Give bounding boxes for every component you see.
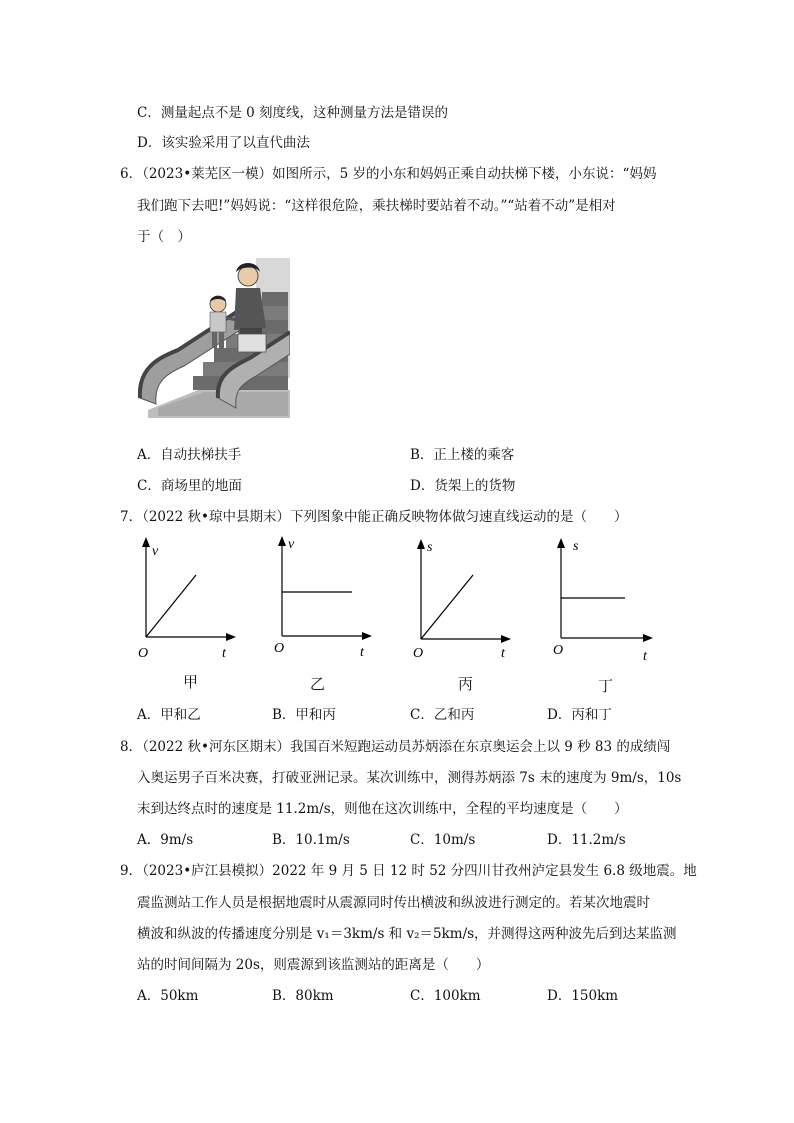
graph-yi-ylabel: v xyxy=(288,537,295,552)
q9-stem-line2: 震监测站工作人员是根据地震时从震源同时传出横波和纵波进行测定的。若某次地震时 xyxy=(137,895,650,911)
graph-ding-x-arrow xyxy=(643,634,653,642)
graph-bing xyxy=(405,535,515,665)
q9-stem-line3: 横波和纵波的传播速度分别是 v₁＝3km/s 和 v₂＝5km/s，并测得这两种波先后到达某监测 xyxy=(137,926,677,942)
graph-jia-line xyxy=(146,575,196,637)
graph-ding-y-arrow xyxy=(557,538,565,548)
q7-stem-line1: 7．（2022 秋•琼中县期末）下列图象中能正确反映物体做匀速直线运动的是（ ） xyxy=(120,509,628,525)
q8-stem-line2: 入奥运男子百米决赛，打破亚洲记录。某次训练中，测得苏炳添 7s 末的速度为 9m/s，10s xyxy=(137,770,682,786)
graph-bing-xlabel: t xyxy=(501,646,505,661)
q8-option-d: D．11.2m/s xyxy=(547,832,626,848)
q9-option-c: C．100km xyxy=(410,988,481,1004)
q8-option-a: A．9m/s xyxy=(137,832,194,848)
graph-bing-y-arrow xyxy=(417,539,425,549)
q9-option-a: A．50km xyxy=(137,988,199,1004)
q6-stem-line3: 于（ ） xyxy=(137,229,191,245)
graph-bing-caption: 丙 xyxy=(458,675,474,693)
graph-bing-origin: O xyxy=(413,646,424,661)
graph-jia-caption: 甲 xyxy=(183,673,199,691)
graph-ding-xlabel: t xyxy=(643,649,647,664)
q6-stem-line1: 6．（2023•莱芜区一模）如图所示，5 岁的小东和妈妈正乘自动扶梯下楼，小东说：“妈妈 xyxy=(120,166,657,182)
q5-option-d: D．该实验采用了以直代曲法 xyxy=(137,135,310,151)
graph-yi-origin: O xyxy=(274,641,285,656)
q9-option-d: D．150km xyxy=(547,988,619,1004)
graph-ding xyxy=(545,530,660,665)
graph-ding-caption: 丁 xyxy=(598,677,614,695)
q7-option-d: D．丙和丁 xyxy=(547,707,612,723)
graph-jia-origin: O xyxy=(138,646,149,661)
graph-bing-line xyxy=(421,575,473,639)
q5-option-c: C．测量起点不是 0 刻度线，这种测量方法是错误的 xyxy=(137,105,449,121)
q9-option-b: B．80km xyxy=(272,988,334,1004)
graph-ding-ylabel: s xyxy=(573,539,579,554)
graph-bing-x-arrow xyxy=(501,635,511,643)
q6-option-b: B．正上楼的乘客 xyxy=(410,447,515,463)
q8-stem-line3: 末到达终点时的速度是 11.2m/s，则他在这次训练中，全程的平均速度是（ ） xyxy=(137,801,628,817)
graph-yi xyxy=(266,530,376,660)
q7-option-b: B．甲和丙 xyxy=(272,707,336,723)
escalator-illustration xyxy=(138,258,290,418)
graph-jia xyxy=(130,535,240,665)
q9-stem-line4: 站的时间间隔为 20s，则震源到该监测站的距离是（ ） xyxy=(137,957,490,973)
graph-jia-ylabel: v xyxy=(152,544,159,559)
graph-jia-y-arrow xyxy=(142,537,150,547)
graph-jia-x-arrow xyxy=(226,633,236,641)
graph-yi-x-arrow xyxy=(362,632,372,640)
q6-option-c: C．商场里的地面 xyxy=(137,478,242,494)
q7-option-c: C．乙和丙 xyxy=(410,707,475,723)
q8-option-b: B．10.1m/s xyxy=(272,832,350,848)
q8-stem-line1: 8．（2022 秋•河东区期末）我国百米短跑运动员苏炳添在东京奥运会上以 9 秒 83 的成绩闯 xyxy=(120,739,671,755)
q7-option-a: A．甲和乙 xyxy=(137,707,201,723)
graph-yi-xlabel: t xyxy=(360,645,364,660)
graph-yi-caption: 乙 xyxy=(310,675,326,693)
graph-bing-ylabel: s xyxy=(427,540,433,555)
graph-ding-origin: O xyxy=(553,643,564,658)
q8-option-c: C．10m/s xyxy=(410,832,476,848)
q6-option-a: A．自动扶梯扶手 xyxy=(137,447,242,463)
q9-stem-line1: 9．（2023•庐江县模拟）2022 年 9 月 5 日 12 时 52 分四川甘孜州泸定县发生 6.8 级地震。地 xyxy=(120,863,697,879)
q6-stem-line2: 我们跑下去吧!”妈妈说：“这样很危险，乘扶梯时要站着不动。”“站着不动”是相对 xyxy=(137,198,616,214)
graph-jia-xlabel: t xyxy=(222,646,226,661)
q6-option-d: D．货架上的货物 xyxy=(410,478,516,494)
graph-yi-y-arrow xyxy=(278,536,286,546)
